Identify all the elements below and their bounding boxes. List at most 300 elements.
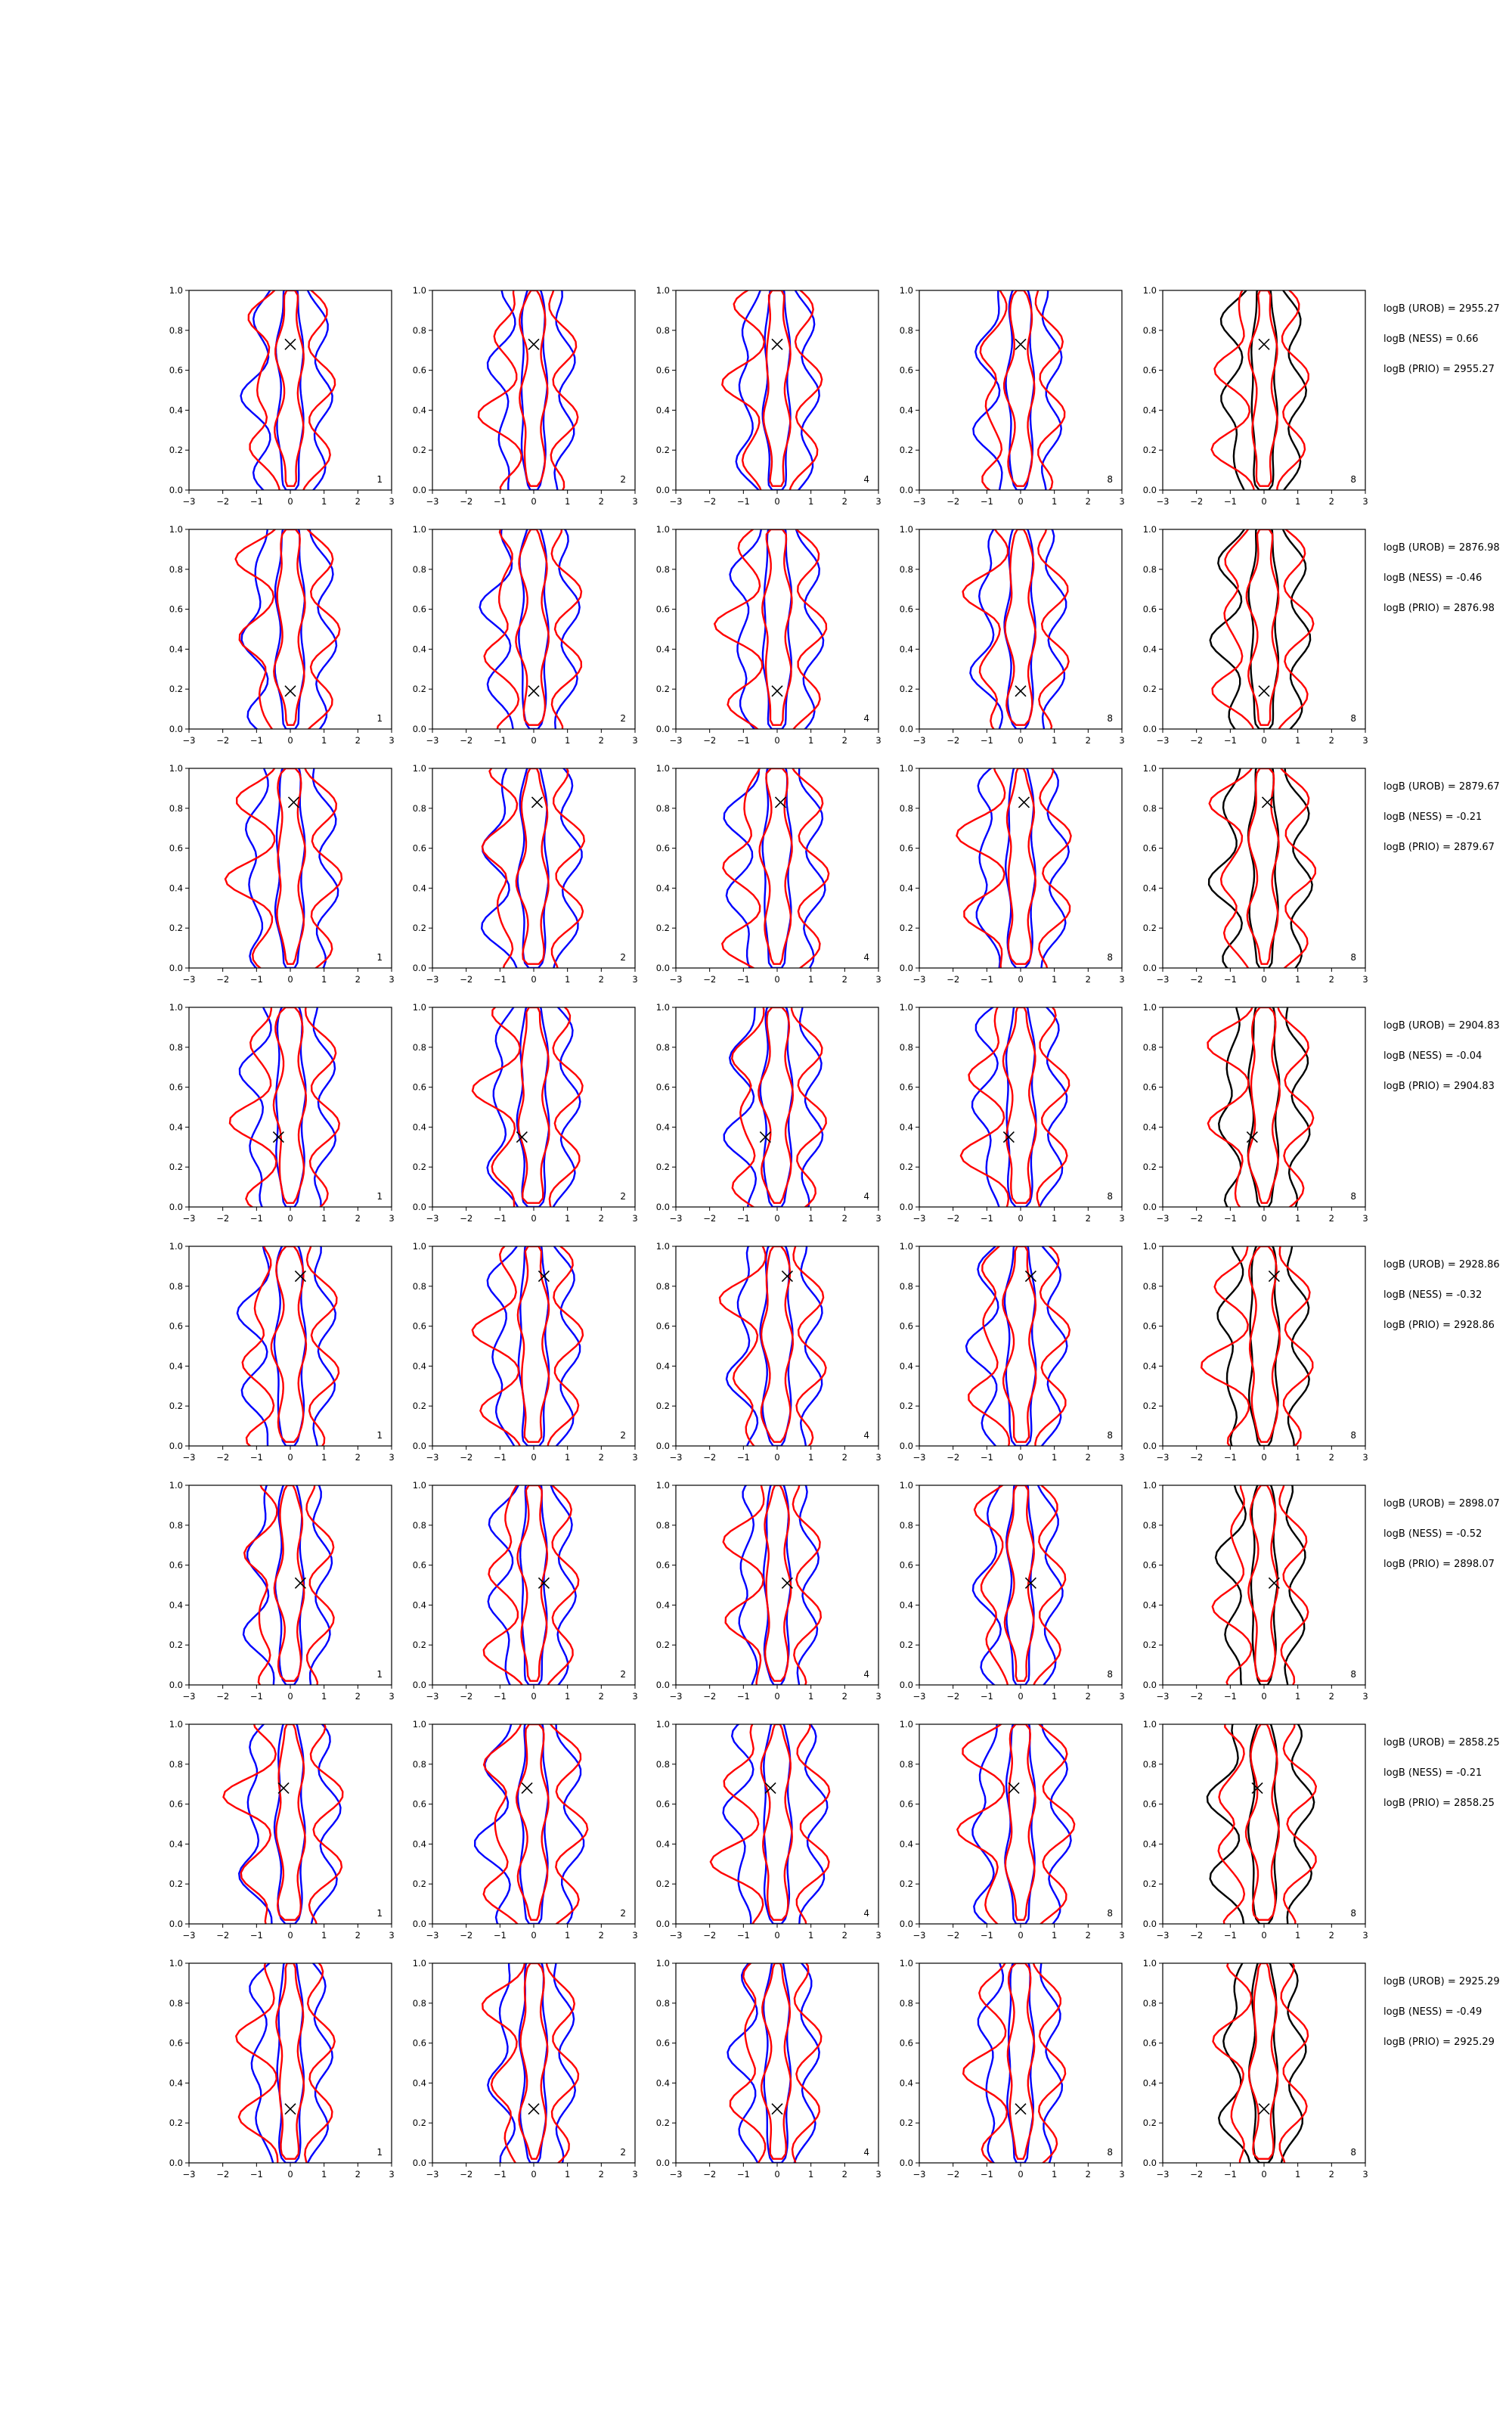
logB-prio-text: logB (PRIO) = 2876.98 (1383, 603, 1495, 614)
x-tick-label: 0 (531, 2169, 537, 2180)
true-value-marker (1259, 686, 1269, 697)
red-inner-contour (1004, 290, 1034, 486)
y-tick-label: 0.0 (655, 1680, 670, 1690)
panel-label: 8 (1350, 1669, 1356, 1680)
x-tick-label: −2 (216, 1213, 230, 1224)
x-tick-label: 3 (389, 496, 395, 507)
x-tick-label: 2 (1328, 1452, 1334, 1463)
x-tick-label: −2 (1190, 2169, 1204, 2180)
contour-lines (472, 997, 583, 1217)
panel-r7-c2 (413, 1714, 638, 1941)
x-tick-label: −1 (249, 974, 263, 985)
x-tick-label: 2 (1085, 496, 1091, 507)
axes-frame (1163, 1963, 1365, 2163)
y-tick-label: 0.6 (412, 1559, 426, 1571)
logB-prio-text: logB (PRIO) = 2879.67 (1383, 842, 1495, 853)
x-tick-label: 0 (774, 1452, 780, 1463)
x-tick-label: −3 (1156, 1452, 1170, 1463)
axes-frame (676, 290, 878, 490)
y-tick-label: 0.6 (899, 603, 913, 615)
y-tick-label: 1.0 (1142, 524, 1157, 535)
y-tick-label: 0.8 (1142, 1280, 1157, 1292)
x-tick-label: −1 (736, 1213, 750, 1224)
contour-lines (728, 1953, 822, 2173)
x-tick-label: 1 (1052, 1691, 1058, 1702)
y-tick-label: 0.6 (1142, 1081, 1157, 1093)
contour-lines (1201, 1236, 1312, 1456)
panel-label: 8 (1107, 952, 1113, 963)
x-tick-label: 3 (632, 496, 638, 507)
y-tick-label: 0.8 (412, 1758, 426, 1770)
y-tick-label: 0.4 (169, 405, 183, 416)
x-tick-label: 3 (632, 1691, 638, 1702)
panel-label: 4 (863, 1191, 869, 1202)
y-tick-label: 0.2 (1142, 1162, 1157, 1173)
x-tick-label: −1 (1223, 496, 1237, 507)
y-tick-label: 0.4 (412, 1599, 426, 1611)
logB-urob-text: logB (UROB) = 2898.07 (1383, 1498, 1500, 1509)
panel-r8-c2 (413, 1953, 638, 2180)
x-tick-label: 2 (598, 974, 604, 985)
contour-lines (963, 520, 1069, 739)
logB-annotations-r3 (1383, 781, 1500, 853)
panel-r3-c2 (413, 759, 638, 985)
x-tick-label: −2 (947, 1691, 960, 1702)
x-tick-label: −2 (703, 1930, 717, 1941)
true-value-marker (1259, 339, 1269, 349)
panel-r7-c3 (656, 1714, 881, 1941)
x-tick-label: 3 (1362, 1930, 1368, 1941)
red-outer-contour (1208, 999, 1314, 1215)
x-tick-label: −2 (703, 1213, 717, 1224)
x-tick-label: 0 (1261, 974, 1267, 985)
contour-lines (237, 1236, 339, 1456)
true-value-marker (285, 2104, 296, 2114)
y-tick-label: 0.0 (1142, 1919, 1157, 1929)
x-tick-label: 2 (841, 1930, 847, 1941)
panel-r8-c1 (169, 1953, 395, 2180)
x-tick-label: −3 (426, 1213, 439, 1224)
x-tick-label: −2 (1190, 496, 1204, 507)
x-tick-label: −1 (736, 496, 750, 507)
y-tick-label: 0.4 (655, 1122, 670, 1133)
y-tick-label: 0.2 (655, 684, 670, 695)
panel-label: 8 (1107, 1908, 1113, 1919)
y-tick-label: 0.0 (899, 2158, 913, 2168)
y-tick-label: 0.2 (412, 2118, 426, 2129)
x-tick-label: −1 (736, 1691, 750, 1702)
y-tick-label: 0.2 (169, 1640, 183, 1651)
y-tick-label: 0.2 (169, 923, 183, 934)
logB-urob-text: logB (UROB) = 2928.86 (1383, 1259, 1500, 1270)
x-tick-label: 1 (321, 735, 327, 746)
panel-r6-c3 (656, 1475, 881, 1702)
y-tick-label: 0.0 (655, 2158, 670, 2168)
y-tick-label: 0.8 (655, 1997, 670, 2009)
x-tick-label: −1 (1223, 1452, 1237, 1463)
y-tick-label: 0.6 (412, 365, 426, 376)
x-tick-label: 0 (1261, 2169, 1267, 2180)
x-tick-label: −2 (460, 974, 473, 985)
x-tick-label: 2 (841, 1691, 847, 1702)
contour-lines (720, 1236, 826, 1456)
x-tick-label: −3 (669, 2169, 683, 2180)
x-tick-label: 0 (1018, 735, 1024, 746)
panel-label: 2 (620, 1908, 626, 1919)
x-tick-label: 0 (287, 735, 293, 746)
x-tick-label: 3 (1362, 496, 1368, 507)
contour-lines (241, 281, 336, 500)
x-tick-label: 0 (531, 1213, 537, 1224)
y-tick-label: 0.4 (412, 1360, 426, 1372)
contour-lines (236, 1953, 334, 2173)
x-tick-label: 1 (808, 2169, 814, 2180)
y-tick-label: 0.6 (1142, 603, 1157, 615)
logB-annotations-r5 (1383, 1259, 1500, 1331)
x-tick-label: 3 (1362, 1213, 1368, 1224)
x-tick-label: 1 (1052, 735, 1058, 746)
y-tick-label: 0.2 (899, 1162, 913, 1173)
x-tick-label: 3 (1119, 974, 1125, 985)
x-tick-label: 0 (1018, 1691, 1024, 1702)
axes-frame (189, 1246, 392, 1446)
x-tick-label: 1 (808, 974, 814, 985)
x-tick-label: −1 (1223, 2169, 1237, 2180)
y-tick-label: 1.0 (1142, 1958, 1157, 1969)
x-tick-label: 0 (774, 735, 780, 746)
outer-contour (973, 281, 1061, 500)
y-tick-label: 0.2 (1142, 1401, 1157, 1412)
panel-label: 2 (620, 1191, 626, 1202)
x-tick-label: −1 (980, 974, 993, 985)
x-tick-label: 1 (808, 735, 814, 746)
panel-r1-c3 (656, 281, 881, 507)
x-tick-label: 3 (389, 1930, 395, 1941)
y-tick-label: 0.6 (1142, 1798, 1157, 1810)
y-tick-label: 0.2 (899, 1401, 913, 1412)
outer-contour (488, 1475, 576, 1695)
true-value-marker (1015, 686, 1026, 697)
panel-label: 1 (376, 1430, 383, 1441)
x-tick-label: 2 (598, 1213, 604, 1224)
y-tick-label: 0.8 (412, 1997, 426, 2009)
x-tick-label: −2 (1190, 1213, 1204, 1224)
y-tick-label: 0.6 (169, 603, 183, 615)
x-tick-label: −1 (980, 496, 993, 507)
y-tick-label: 0.8 (412, 1280, 426, 1292)
y-tick-label: 0.0 (1142, 1202, 1157, 1212)
y-tick-label: 0.0 (169, 485, 183, 495)
x-tick-label: 3 (389, 1691, 395, 1702)
panel-label: 8 (1350, 952, 1356, 963)
y-tick-label: 0.6 (169, 1798, 183, 1810)
y-tick-label: 1.0 (169, 1480, 183, 1491)
y-tick-label: 1.0 (1142, 285, 1157, 296)
x-tick-label: 0 (1018, 1452, 1024, 1463)
y-tick-label: 0.8 (1142, 1041, 1157, 1053)
y-tick-label: 1.0 (1142, 1719, 1157, 1730)
y-tick-label: 0.8 (412, 1041, 426, 1053)
axes-frame (189, 1963, 392, 2163)
y-tick-label: 0.4 (169, 2077, 183, 2089)
x-tick-label: −1 (249, 1213, 263, 1224)
logB-annotations-r6 (1383, 1498, 1500, 1570)
logB-urob-text: logB (UROB) = 2879.67 (1383, 781, 1500, 793)
logB-prio-text: logB (PRIO) = 2858.25 (1383, 1798, 1495, 1809)
outer-contour (1219, 1953, 1306, 2173)
x-tick-label: 2 (598, 1691, 604, 1702)
contour-lines (230, 997, 339, 1217)
x-tick-label: −1 (249, 496, 263, 507)
y-tick-label: 0.6 (899, 1798, 913, 1810)
y-tick-label: 1.0 (169, 763, 183, 774)
inner-contour (276, 287, 304, 490)
contour-lines (472, 1236, 583, 1456)
y-tick-label: 0.8 (899, 563, 913, 575)
y-tick-label: 0.4 (1142, 644, 1157, 655)
x-tick-label: 0 (287, 1452, 293, 1463)
y-tick-label: 0.4 (412, 883, 426, 894)
inner-contour (761, 1243, 793, 1446)
x-tick-label: 0 (1018, 2169, 1024, 2180)
panel-label: 8 (1350, 1908, 1356, 1919)
y-tick-label: 0.2 (412, 923, 426, 934)
panel-label: 8 (1350, 2147, 1356, 2158)
contour-lines (961, 997, 1069, 1217)
y-tick-label: 1.0 (412, 1719, 426, 1730)
x-tick-label: 0 (1018, 1930, 1024, 1941)
y-tick-label: 0.6 (412, 1081, 426, 1093)
x-tick-label: 2 (355, 1691, 361, 1702)
x-tick-label: −3 (912, 735, 926, 746)
x-tick-label: 2 (841, 1213, 847, 1224)
x-tick-label: 3 (632, 974, 638, 985)
x-tick-label: −1 (493, 735, 507, 746)
x-tick-label: −1 (1223, 974, 1237, 985)
x-tick-label: 0 (774, 974, 780, 985)
y-tick-label: 0.2 (1142, 684, 1157, 695)
true-value-marker (1015, 339, 1026, 349)
axes-frame (919, 1724, 1122, 1924)
x-tick-label: −3 (182, 974, 196, 985)
axes-frame (676, 1963, 878, 2163)
y-tick-label: 0.0 (169, 1202, 183, 1212)
y-tick-label: 0.4 (899, 1122, 913, 1133)
x-tick-label: 3 (1119, 496, 1125, 507)
panel-label: 2 (620, 952, 626, 963)
x-tick-label: −3 (912, 1213, 926, 1224)
x-tick-label: 2 (1085, 1213, 1091, 1224)
y-tick-label: 1.0 (899, 763, 913, 774)
x-tick-label: −1 (493, 496, 507, 507)
y-tick-label: 0.8 (655, 1280, 670, 1292)
true-value-marker (1269, 1271, 1279, 1282)
x-tick-label: −3 (669, 974, 683, 985)
y-tick-label: 0.2 (655, 2118, 670, 2129)
red-outer-contour (1213, 521, 1314, 737)
y-tick-label: 0.4 (655, 883, 670, 894)
x-tick-label: −2 (947, 1213, 960, 1224)
x-tick-label: −1 (249, 1452, 263, 1463)
panel-r4-c5 (1143, 997, 1368, 1224)
x-tick-label: 0 (1018, 1213, 1024, 1224)
red-outer-contour (730, 1955, 821, 2170)
panel-r5-c4 (900, 1236, 1125, 1463)
y-tick-label: 0.6 (169, 1320, 183, 1332)
x-tick-label: 0 (774, 1691, 780, 1702)
outer-contour (723, 1714, 828, 1934)
panel-label: 4 (863, 952, 869, 963)
x-tick-label: 2 (1328, 1213, 1334, 1224)
x-tick-label: −3 (1156, 1213, 1170, 1224)
x-tick-label: −3 (426, 2169, 439, 2180)
x-tick-label: 0 (1261, 1691, 1267, 1702)
axes-frame (1163, 529, 1365, 729)
x-tick-label: 3 (875, 1930, 881, 1941)
x-tick-label: 3 (632, 735, 638, 746)
y-tick-label: 1.0 (655, 1958, 670, 1969)
y-tick-label: 1.0 (1142, 763, 1157, 774)
inner-contour (763, 287, 791, 490)
y-tick-label: 0.8 (169, 1758, 183, 1770)
y-tick-label: 1.0 (1142, 1241, 1157, 1252)
y-tick-label: 0.0 (899, 1202, 913, 1212)
x-tick-label: −2 (947, 496, 960, 507)
x-tick-label: −3 (426, 974, 439, 985)
panel-label: 8 (1350, 1430, 1356, 1441)
x-tick-label: −1 (249, 1930, 263, 1941)
y-tick-label: 0.0 (412, 963, 426, 973)
y-tick-label: 0.6 (899, 1081, 913, 1093)
axes-frame (1163, 1007, 1365, 1207)
x-tick-label: 2 (1328, 735, 1334, 746)
outer-contour (239, 1714, 340, 1934)
x-tick-label: −3 (182, 496, 196, 507)
x-tick-label: 0 (287, 1213, 293, 1224)
x-tick-label: −1 (736, 974, 750, 985)
logB-annotations-r4 (1383, 1020, 1500, 1092)
axes-frame (189, 1007, 392, 1207)
outer-contour (966, 1236, 1067, 1456)
x-tick-label: −2 (703, 2169, 717, 2180)
x-tick-label: −3 (912, 1691, 926, 1702)
y-tick-label: 0.4 (655, 1599, 670, 1611)
x-tick-label: 1 (565, 1213, 571, 1224)
y-tick-label: 0.4 (1142, 405, 1157, 416)
y-tick-label: 0.4 (169, 1838, 183, 1850)
logB-prio-text: logB (PRIO) = 2904.83 (1383, 1081, 1495, 1092)
x-tick-label: 0 (1018, 496, 1024, 507)
y-tick-label: 0.8 (169, 324, 183, 336)
y-tick-label: 0.6 (655, 1081, 670, 1093)
contour-lines (1207, 1714, 1316, 1934)
contour-lines (963, 1953, 1065, 2173)
panel-r2-c4 (900, 520, 1125, 746)
y-tick-label: 1.0 (412, 1002, 426, 1013)
y-tick-label: 0.8 (899, 1280, 913, 1292)
x-tick-label: −1 (493, 1213, 507, 1224)
y-tick-label: 0.4 (899, 1838, 913, 1850)
y-tick-label: 0.8 (655, 1519, 670, 1531)
axes-frame (1163, 1485, 1365, 1685)
y-tick-label: 0.2 (655, 445, 670, 456)
panel-r6-c1 (169, 1475, 395, 1702)
logB-ness-text: logB (NESS) = -0.32 (1383, 1289, 1483, 1301)
x-tick-label: 3 (1362, 974, 1368, 985)
y-tick-label: 0.8 (655, 563, 670, 575)
x-tick-label: −2 (703, 1691, 717, 1702)
x-tick-label: −3 (912, 974, 926, 985)
red-outer-contour (230, 999, 339, 1215)
y-tick-label: 1.0 (169, 1002, 183, 1013)
panel-r6-c5 (1143, 1475, 1368, 1702)
x-tick-label: 2 (355, 496, 361, 507)
outer-contour (237, 1236, 336, 1456)
logB-ness-text: logB (NESS) = -0.46 (1383, 572, 1483, 584)
y-tick-label: 0.6 (412, 842, 426, 854)
y-tick-label: 0.2 (169, 2118, 183, 2129)
x-tick-label: 0 (1261, 1213, 1267, 1224)
x-tick-label: 3 (389, 735, 395, 746)
outer-contour (728, 1953, 820, 2173)
panel-r1-c5 (1143, 281, 1368, 507)
x-tick-label: 1 (808, 1213, 814, 1224)
y-tick-label: 0.2 (412, 1401, 426, 1412)
outer-contour (246, 759, 338, 978)
y-tick-label: 0.4 (412, 2077, 426, 2089)
x-tick-label: 1 (565, 974, 571, 985)
y-tick-label: 0.0 (899, 485, 913, 495)
y-tick-label: 0.6 (899, 365, 913, 376)
x-tick-label: 2 (355, 735, 361, 746)
contour-lines (1210, 520, 1314, 739)
x-tick-label: 2 (598, 1452, 604, 1463)
y-tick-label: 0.0 (169, 724, 183, 734)
x-tick-label: 2 (1328, 2169, 1334, 2180)
y-tick-label: 0.0 (899, 724, 913, 734)
x-tick-label: 2 (841, 1452, 847, 1463)
x-tick-label: 1 (321, 1213, 327, 1224)
panel-label: 8 (1350, 1191, 1356, 1202)
outer-contour (249, 1953, 332, 2173)
y-tick-label: 1.0 (899, 524, 913, 535)
x-tick-label: −3 (182, 2169, 196, 2180)
x-tick-label: −1 (736, 2169, 750, 2180)
y-tick-label: 0.8 (899, 802, 913, 814)
y-tick-label: 0.8 (1142, 324, 1157, 336)
x-tick-label: −2 (460, 496, 473, 507)
outer-contour (977, 759, 1069, 978)
axes-frame (432, 1007, 635, 1207)
x-tick-label: 2 (1085, 2169, 1091, 2180)
y-tick-label: 0.2 (169, 684, 183, 695)
x-tick-label: −1 (1223, 1691, 1237, 1702)
y-tick-label: 1.0 (655, 524, 670, 535)
true-value-marker (531, 797, 542, 808)
axes-frame (676, 529, 878, 729)
red-outer-contour (482, 1955, 578, 2170)
x-tick-label: 3 (875, 2169, 881, 2180)
panel-label: 1 (376, 474, 383, 485)
x-tick-label: 2 (1328, 1691, 1334, 1702)
panel-r7-c4 (900, 1714, 1125, 1941)
x-tick-label: 2 (1085, 1452, 1091, 1463)
x-tick-label: 3 (632, 1452, 638, 1463)
y-tick-label: 0.0 (169, 2158, 183, 2168)
x-tick-label: 3 (875, 496, 881, 507)
x-tick-label: 1 (565, 735, 571, 746)
red-outer-contour (723, 1477, 821, 1692)
